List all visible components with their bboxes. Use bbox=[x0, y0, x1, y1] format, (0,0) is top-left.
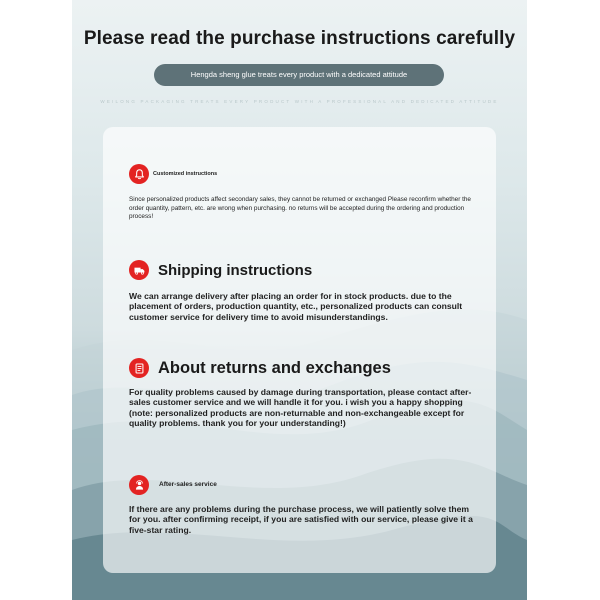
section-aftersales-header bbox=[129, 475, 217, 495]
truck-icon bbox=[129, 260, 149, 280]
section-aftersales-body: If there are any problems during the purchase process, we will patiently solve them for you. after confirming receipt, if you are satisfied with our service, please give it a five-star rating. bbox=[129, 504, 473, 535]
section-title: Customized instructions bbox=[153, 170, 218, 177]
section-title: Shipping instructions bbox=[158, 261, 313, 279]
poster bbox=[72, 0, 527, 600]
section-title: After-sales service bbox=[159, 480, 217, 488]
instructions-card bbox=[103, 127, 496, 573]
section-shipping-body: We can arrange delivery after placing an order for in stock products. due to the placement of orders, production quantity, etc., personalized products can consult customer service for delivery time to avoid misunderstandings. bbox=[129, 291, 463, 322]
section-title: About returns and exchanges bbox=[158, 358, 391, 377]
section-customized-header bbox=[129, 164, 217, 184]
subtitle-banner: Hengda sheng glue treats every product with a dedicated attitude bbox=[154, 64, 444, 86]
section-returns-header bbox=[129, 358, 391, 378]
service-icon bbox=[129, 475, 149, 495]
section-customized-body: Since personalized products affect secondary sales, they cannot be returned or exchanged Please reconfirm whether the order quantity, pattern, etc. are wrong when purchasing. no returns will be accepted during the ordering and production process! bbox=[129, 196, 471, 221]
section-returns-body: For quality problems caused by damage during transportation, please contact after-sales customer service and we will handle it for you. i wish you a happy shopping (note: personalized products are non-returnable and non-exchangeable except for quality problems. thank you for your understanding!) bbox=[129, 387, 472, 429]
bell-icon bbox=[129, 164, 149, 184]
section-shipping-header bbox=[129, 260, 312, 280]
document-icon bbox=[129, 358, 149, 378]
page-title: Please read the purchase instructions carefully bbox=[83, 28, 516, 49]
slogan-watermark: WEILONG PACKAGING TREATS EVERY PRODUCT WITH A PROFESSIONAL AND DEDICATED ATTITUDE bbox=[100, 99, 499, 104]
